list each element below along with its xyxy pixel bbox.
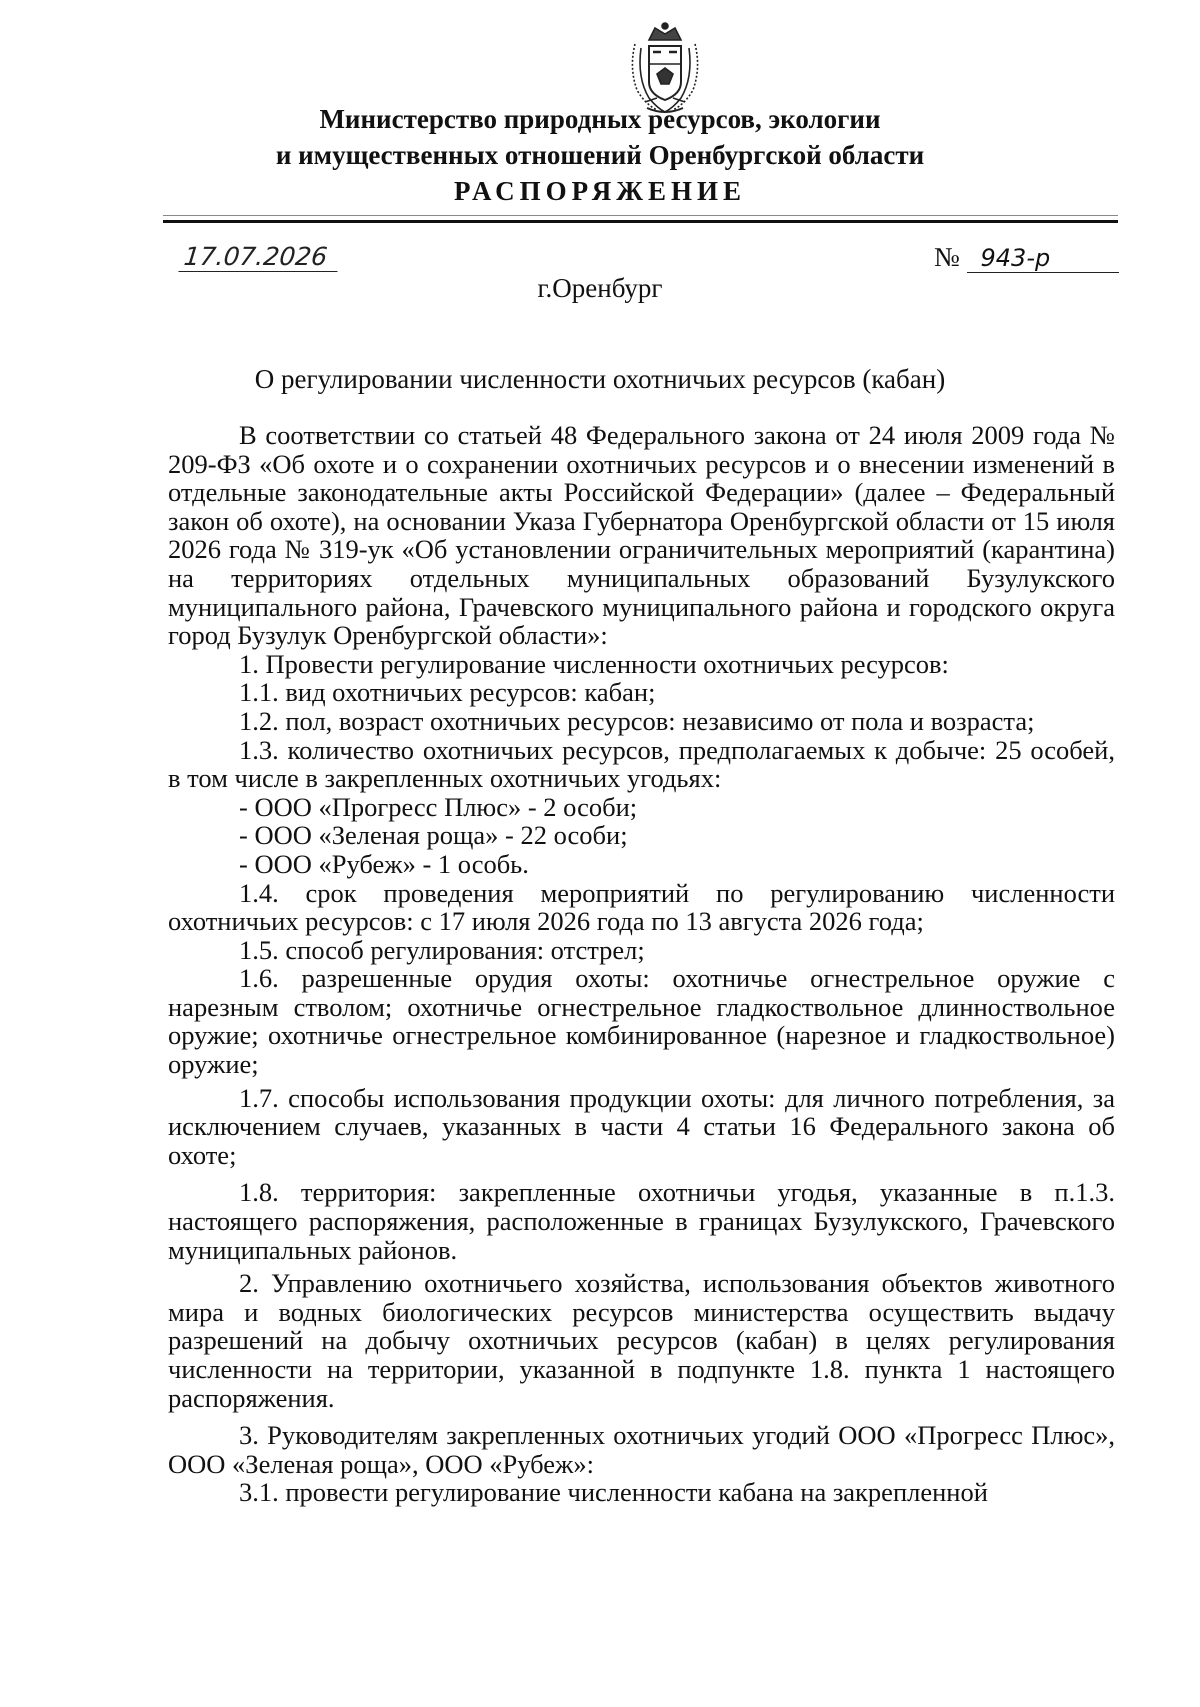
- document-date: 17.07.2026: [178, 242, 340, 272]
- header-divider: [163, 220, 1118, 223]
- paragraph-3: 3. Руководителям закрепленных охотничьих угодий ООО «Прогресс Плюс», ООО «Зеленая роща», ООО «Рубеж»:: [168, 1420, 1115, 1479]
- paragraph-1-8: 1.8. территория: закрепленные охотничьи угодья, указанные в п.1.3. настоящего распоряжения, расположенные в границах Бузулукского, Грачевского муниципальных районов.: [168, 1177, 1115, 1265]
- document-title: О регулировании численности охотничьих ресурсов (кабан): [254, 364, 946, 394]
- paragraph-1-7: 1.7. способы использования продукции охоты: для личного потребления, за исключением случаев, указанных в части 4 статьи 16 Федерального закона об охоте;: [168, 1082, 1115, 1170]
- paragraph-1: 1. Провести регулирование численности охотничьих ресурсов:: [239, 648, 949, 679]
- paragraph-1-5: 1.5. способ регулирования: отстрел;: [239, 934, 645, 965]
- header-divider-thin: [163, 215, 1118, 216]
- list-item-progress-plus: - ООО «Прогресс Плюс» - 2 особи;: [239, 791, 638, 822]
- coat-of-arms-emblem: [627, 18, 703, 116]
- document-city: г.Оренбург: [537, 273, 663, 303]
- number-label: №: [934, 242, 960, 272]
- number-value: 943-р: [967, 244, 1119, 273]
- paragraph-2: 2. Управлению охотничьего хозяйства, использования объектов животного мира и водных биологических ресурсов министерства осуществить выдачу разрешений на добычу охотничьих ресурсов (кабан) в целях регулирования численности на территории, указанной в подпункте 1.8. пункта 1 настоящего распоряжения.: [168, 1268, 1115, 1413]
- paragraph-1-6: 1.6. разрешенные орудия охоты: охотничье огнестрельное оружие с нарезным стволом; охотничье огнестрельное гладкоствольное длинноствольное оружие; охотничье огнестрельное комбинированное (нарезное и гладкоствольное) оружие;: [168, 963, 1115, 1080]
- paragraph-1-3: 1.3. количество охотничьих ресурсов, предполагаемых к добыче: 25 особей, в том числе в закрепленных охотничьих угодьях:: [168, 734, 1115, 794]
- document-type: РАСПОРЯЖЕНИЕ: [453, 176, 747, 206]
- list-item-zelenaya-roscha: - ООО «Зеленая роща» - 22 особи;: [239, 820, 628, 851]
- ministry-name-line-1: Министерство природных ресурсов, экологии: [319, 104, 881, 134]
- ministry-name-line-2: и имущественных отношений Оренбургской области: [275, 140, 925, 170]
- paragraph-1-1: 1.1. вид охотничьих ресурсов: кабан;: [239, 677, 656, 708]
- document-body: [168, 421, 1115, 1507]
- paragraph-3-1: 3.1. провести регулирование численности кабана на закрепленной: [239, 1477, 988, 1508]
- paragraph-1-2: 1.2. пол, возраст охотничьих ресурсов: независимо от пола и возраста;: [239, 705, 1035, 736]
- list-item-rubezh: - ООО «Рубеж» - 1 особь.: [239, 848, 529, 879]
- paragraph-preamble: В соответствии со статьей 48 Федерального закона от 24 июля 2009 года № 209-ФЗ «Об охоте и о сохранении охотничьих ресурсов и о внесении изменений в отдельные законодательные акты Российской Федерации» (далее – Федеральный закон об охоте), на основании Указа Губернатора Оренбургской области от 15 июля 2026 года № 319-ук «Об установлении ограничительных мероприятий (карантина) на территориях отдельных муниципальных образований Бузулукского муниципального района, Грачевского муниципального района и городского округа город Бузулук Оренбургской области»:: [168, 420, 1115, 651]
- document-number: [934, 242, 1119, 273]
- paragraph-1-4: 1.4. срок проведения мероприятий по регулированию численности охотничьих ресурсов: с 17 июля 2026 года по 13 августа 2026 года;: [168, 877, 1115, 937]
